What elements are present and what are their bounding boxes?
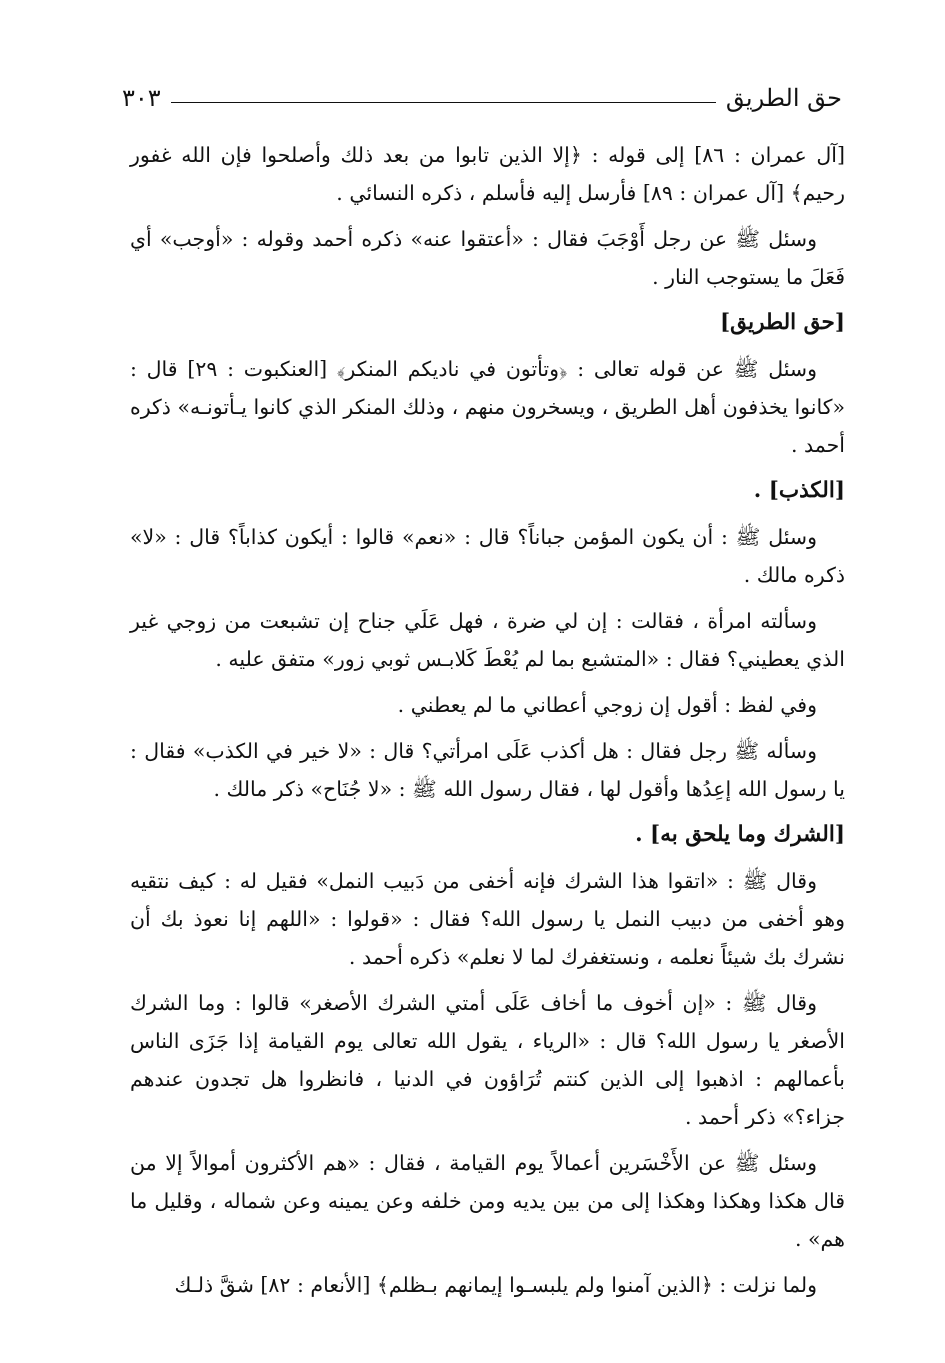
paragraph: وسأله ﷺ رجل فقال : هل أكذب عَلَى امرأتي؟ قال : «لا خير في الكذب» فقال : يا رسول الله إعِدُها وأقول لها ، فقال رسول الله ﷺ : «لا جُنَاح» ذكر مالك . <box>130 739 845 801</box>
running-title: حق الطريق <box>725 84 842 112</box>
paragraph: [آل عمران : ٨٦] إلى قوله : ﴿إلا الذين تابوا من بعد ذلك وأصلحوا فإن الله غفور رحيم﴾ [آل عمران : ٨٩] فأرسل إليه فأسلم ، ذكره النسائي . <box>130 143 845 205</box>
section-heading: [الكذب] . <box>753 478 845 503</box>
page-number: ٣٠٣ <box>122 84 161 112</box>
running-header <box>122 78 842 118</box>
section-heading: [حق الطريق] <box>720 310 845 335</box>
paragraph: وسئل ﷺ عن رجل أَوْجَبَ فقال : «أعتقوا عنه» ذكره أحمد وقوله : «أوجب» أي فَعَلَ ما يستوجب النار . <box>130 227 845 289</box>
paragraph: وسئل ﷺ عن قوله تعالى : ﴿وتأتون في ناديكم المنكر﴾ [العنكبوت : ٢٩] قال : «كانوا يخذفون أهل الطريق ، ويسخرون منهم ، وذلك المنكر الذي كانوا يـأتونـه» ذكره أحمد . <box>130 357 845 457</box>
paragraph: وفي لفظ : أقول إن زوجي أعطاني ما لم يعطني . <box>397 693 817 717</box>
paragraph: وسئل ﷺ عن الأَخْسَرين أعمالاً يوم القيامة ، فقال : «هم الأكثرون أموالاً إلا من قال هكذا وهكذا وهكذا إلى من بين يديه ومن خلفه وعن يمينه وعن شماله ، وقليل ما هم» . <box>130 1151 845 1251</box>
page-body <box>130 136 845 1312</box>
paragraph: وسألته امرأة ، فقالت : إن لي ضرة ، فهل عَلَي جناح إن تشبعت من زوجي غير الذي يعطيني؟ فقال : «المتشبع بما لم يُعْطَ كَلابـس ثوبي زور» متفق عليه . <box>130 609 845 671</box>
paragraph: وسئل ﷺ : أن يكون المؤمن جباناً؟ قال : «نعم» قالوا : أيكون كذاباً؟ قال : «لا» ذكره مالك . <box>130 525 845 587</box>
paragraph: ولما نزلت : ﴿الذين آمنوا ولم يلبسـوا إيمانهم بـظلم﴾ [الأنعام : ٨٢] شقَّ ذلـك <box>174 1273 817 1297</box>
paragraph: وقال ﷺ : «إن أخوف ما أخاف عَلَى أمتي الشرك الأصغر» قالوا : وما الشرك الأصغر يا رسول الله؟ قال : «الرياء ، يقول الله تعالى يوم القيامة إذا جَزَى الناس بأعمالهم : اذهبوا إلى الذين كنتم تُرَاؤون في الدنيا ، فانظروا هل تجدون عندهم جزاء؟» ذكر أحمد . <box>130 991 845 1129</box>
section-heading: [الشرك وما يلحق به] . <box>635 822 845 847</box>
header-rule <box>171 102 716 103</box>
paragraph: وقال ﷺ : «اتقوا هذا الشرك فإنه أخفى من دَبيب النمل» فقيل له : كيف نتقيه وهو أخفى من دبيب النمل يا رسول الله؟ فقال : «قولوا : «اللهم إنا نعوذ بك أن نشرك بك شيئاً نعلمه ، ونستغفرك لما لا نعلم» ذكره أحمد . <box>130 869 845 969</box>
